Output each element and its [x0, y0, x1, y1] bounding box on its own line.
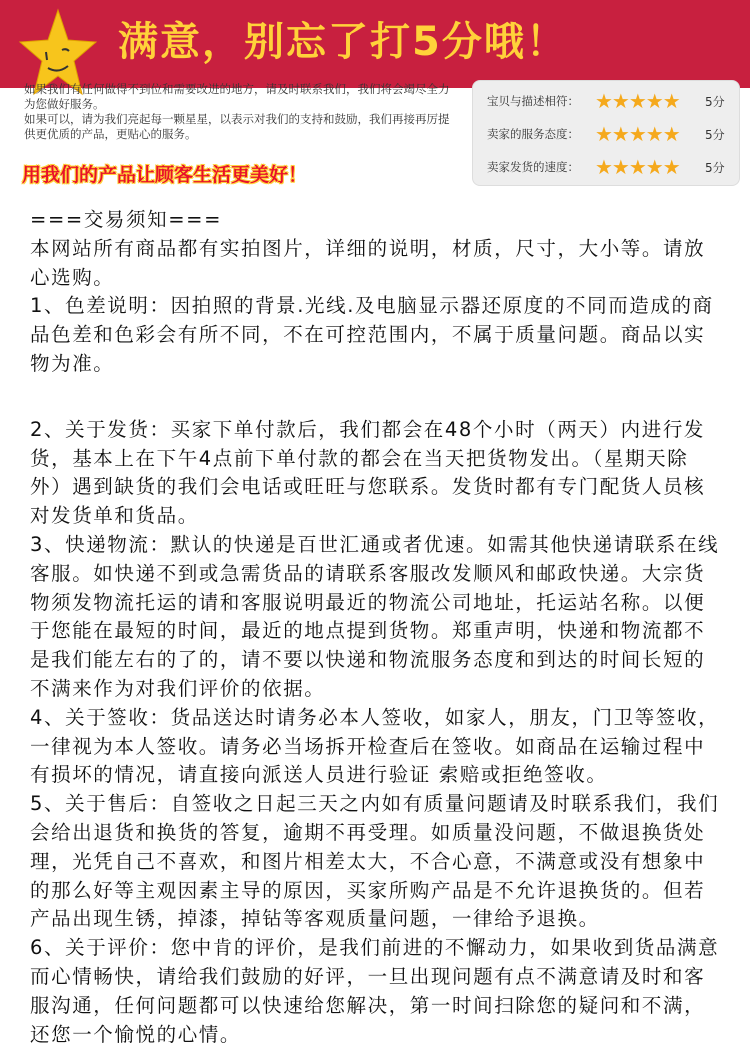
notice-line: 4、关于签收：货品送达时请务必本人签收，如家人，朋友，门卫等签收，	[30, 705, 720, 729]
rating-label: 宝贝与描述相符：	[487, 94, 579, 108]
rating-score: 5分	[705, 160, 725, 175]
notice-line: 货，基本上在下午4点前下单付款的都会在当天把货物发出。（星期天除	[30, 446, 689, 470]
notice-line: 服沟通，任何问题都可以快速给您解决，第一时间扫除您的疑问和不满，	[30, 993, 706, 1017]
five-stars-icon: ★★★★★	[595, 89, 680, 113]
notice-line: 而心情畅快，请给我们鼓励的好评，一旦出现问题有点不满意请及时和客	[30, 964, 706, 988]
notice-line: 对发货单和货品。	[30, 504, 199, 528]
trade-notice	[30, 206, 719, 1049]
rating-row	[487, 155, 725, 179]
rating-row	[487, 89, 725, 113]
notice-line: 心选购。	[30, 265, 115, 289]
notice-line: 是我们能左右的了的，请不要以快递和物流服务态度和到达的时间长短的	[30, 648, 706, 672]
rating-label: 卖家发货的速度：	[487, 160, 579, 174]
notice-line: 1、色差说明：因拍照的背景.光线.及电脑显示器还原度的不同而造成的商	[30, 294, 714, 318]
slogan: 用我们的产品让顾客生活更美好！	[22, 164, 308, 186]
five-stars-icon: ★★★★★	[595, 155, 680, 179]
notice-line: 理，光凭自己不喜欢，和图片相差太大，不合心意，不满意或没有想象中	[30, 849, 706, 873]
notice-line: 于您能在最短的时间，最近的地点提到货物。郑重声明，快递和物流都不	[30, 619, 706, 643]
notice-line: 还您一个愉悦的心情。	[30, 1022, 242, 1046]
notice-line: 5、关于售后：自签收之日起三天之内如有质量问题请及时联系我们，我们	[30, 792, 720, 816]
rating-label: 卖家的服务态度：	[487, 127, 579, 141]
notice-line: 客服。如快递不到或急需货品的请联系客服改发顺风和邮政快递。大宗货	[30, 561, 706, 585]
notice-line: 物须发物流托运的请和客服说明最近的物流公司地址，托运站名称。以便	[30, 590, 706, 614]
banner-title: 满意，别忘了打5分哦！	[118, 19, 568, 65]
notice-line: 品色差和色彩会有所不同，不在可控范围内，不属于质量问题。商品以实	[30, 323, 706, 347]
notice-line: 会给出退货和换货的答复，逾期不再受理。如质量没问题，不做退换货处	[30, 820, 706, 844]
rating-score: 5分	[705, 127, 725, 142]
notice-title: ===交易须知===	[30, 208, 223, 231]
notice-line: 不满来作为对我们评价的依据。	[30, 676, 326, 700]
intro-text	[24, 82, 454, 142]
notice-line: 2、关于发货：买家下单付款后，我们都会在48个小时（两天）内进行发	[30, 417, 706, 441]
notice-line: 6、关于评价：您中肯的评价，是我们前进的不懈动力，如果收到货品满意	[30, 936, 720, 960]
notice-line: 一律视为本人签收。请务必当场拆开检查后在签收。如商品在运输过程中	[30, 734, 706, 758]
intro-paragraph: 如果我们有任何做得不到位和需要改进的地方，请及时联系我们，我们将会竭尽全力为您做好服务。	[24, 82, 450, 111]
banner	[0, 0, 750, 88]
notice-line: 外）遇到缺货的我们会电话或旺旺与您联系。发货时都有专门配货人员核	[30, 475, 706, 499]
notice-line: 物为准。	[30, 351, 115, 375]
intro-paragraph: 如果可以，请为我们亮起每一颗星星，以表示对我们的支持和鼓励，我们再接再厉提供更优质的产品，更贴心的服务。	[24, 112, 450, 141]
spacer	[30, 379, 719, 416]
notice-line: 有损坏的情况，请直接向派送人员进行验证 索赔或拒绝签收。	[30, 763, 608, 787]
rating-score: 5分	[705, 94, 725, 109]
notice-line: 本网站所有商品都有实拍图片，详细的说明，材质，尺寸，大小等。请放	[30, 236, 706, 260]
notice-line: 3、快递物流：默认的快递是百世汇通或者优速。如需其他快递请联系在线	[30, 532, 720, 556]
notice-line: 的那么好等主观因素主导的原因，买家所购产品是不允许退换货的。但若	[30, 878, 706, 902]
five-stars-icon: ★★★★★	[595, 122, 680, 146]
notice-line: 产品出现生锈，掉漆，掉钻等客观质量问题，一律给予退换。	[30, 907, 600, 931]
rating-row	[487, 122, 725, 146]
ratings-panel	[472, 80, 740, 186]
